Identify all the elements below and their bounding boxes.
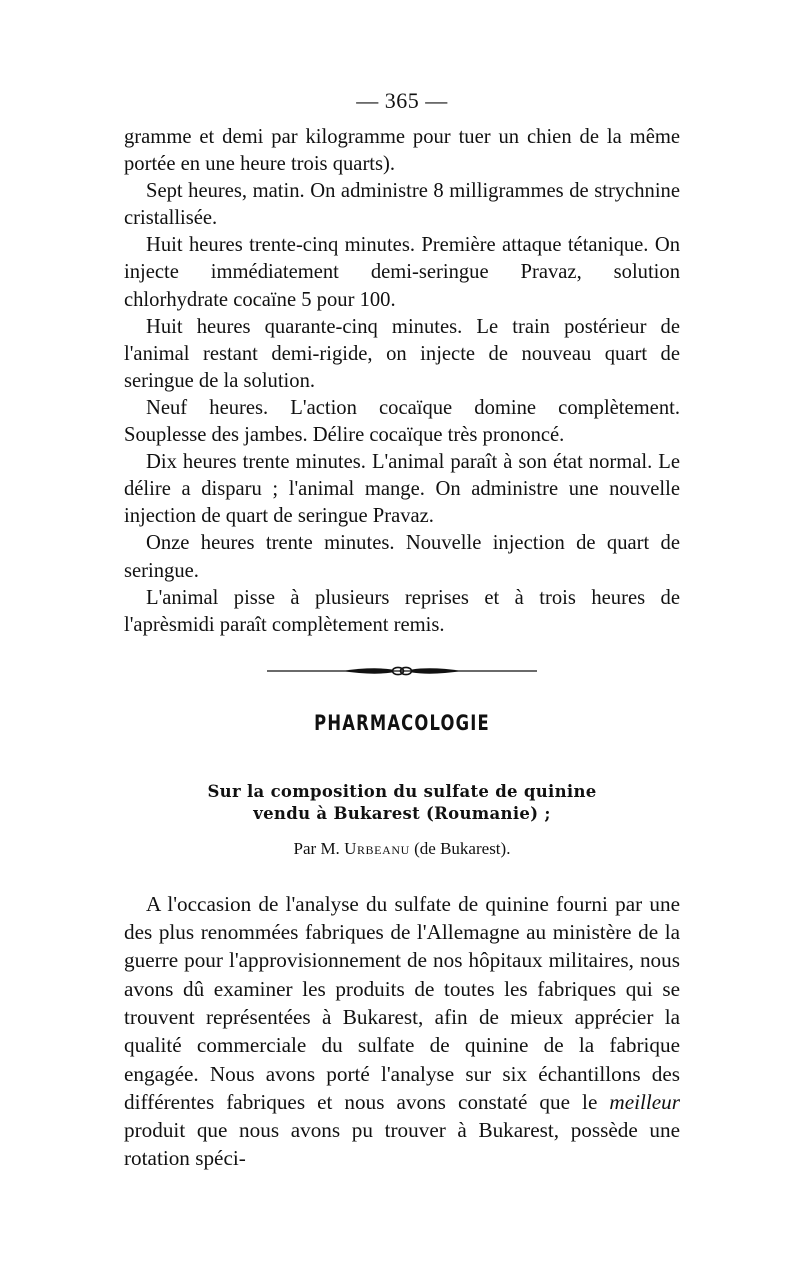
ornament-rule-icon [267,661,537,681]
article-title-line: Sur la composition du sulfate de quinine [207,781,597,801]
body-text: A l'occasion de l'analyse du sulfate de quinine fourni par une des plus renommées fabriques de l'Allemagne au ministère de la guerre pour l'approvisionnement de nos hôpitaux militaires, nous avons dû examiner les produits de toutes les fabriques qui se trouvent représentées à Bukarest, afin de mieux apprécier la qualité commerciale du sulfate de quinine de la fabrique engagée. Nous avons porté l'analyse sur six échantillons des différentes fabriques et nous avons constaté que le [124,891,680,1114]
article-title [124,781,680,825]
continuation-text [124,124,680,639]
paragraph: Huit heures quarante-cinq minutes. Le train postérieur de l'animal restant demi-rigide, on injecte de nouveau quart de seringue de la solution. [124,315,680,392]
paragraph: Sept heures, matin. On administre 8 milligrammes de strychnine cristallisée. [124,180,680,230]
page [124,88,680,1173]
emphasis-text: meilleur [609,1089,680,1114]
byline-prefix: Par M. [293,838,340,858]
paragraph: Neuf heures. L'action cocaïque domine complètement. Souplesse des jambes. Délire cocaïque très prononcé. [124,396,680,447]
paragraph: Onze heures trente minutes. Nouvelle injection de quart de seringue. [124,532,680,582]
paragraph: Dix heures trente minutes. L'animal paraît à son état normal. Le délire a disparu ; l'animal mange. On administre une nouvelle injection de quart de seringue Pravaz. [124,451,680,528]
section-title: PHARMACOLOGIE [314,710,490,735]
paragraph: gramme et demi par kilogramme pour tuer un chien de la même portée en une heure trois quarts). [124,126,680,176]
byline-affiliation: (de Bukarest). [414,838,511,858]
body-text: produit que nous avons pu trouver à Bukarest, possède une rotation spéci- [124,1118,680,1171]
page-number: — 365 — [356,88,448,113]
byline [124,838,680,860]
byline-author: Urbeanu [344,838,410,858]
paragraph: Huit heures trente-cinq minutes. Première attaque tétanique. On injecte immédiatement demi-seringue Pravaz, solution chlorhydrate cocaïne 5 pour 100. [124,234,680,311]
ornamental-divider [267,661,537,681]
article-body [124,890,680,1173]
article-title-line: vendu à Bukarest (Roumanie) ; [253,803,551,823]
paragraph [124,890,680,1173]
paragraph: L'animal pisse à plusieurs reprises et à trois heures de l'aprèsmidi paraît complètement remis. [124,586,680,636]
